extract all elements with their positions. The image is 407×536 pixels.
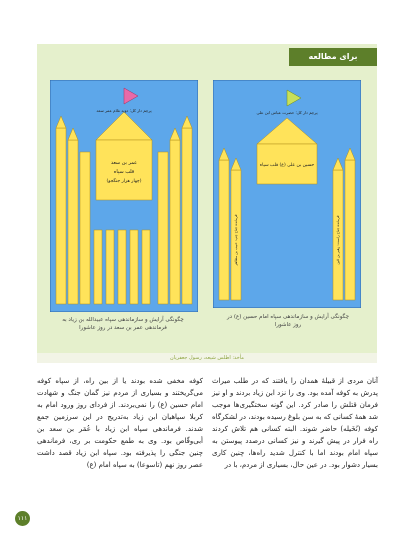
left-diagram-caption: چگونگی آرایش و سازماندهی سپاه عبیدالله بن زیاد به فرماندهی عمر بن سعد در روز عاشورا <box>62 317 184 332</box>
right-column-text: آنان مردی از قبیلهٔ همدان را یافتند که در طلب میراث پدرش به کوفه آمده بود. وی را نزد ابن زیاد بردند و او نیز فرمان قتلش را صادر کرد. این گونه سختگیری‌ها موجب شد همهٔ کسانی که به سن بلوغ رسیده بودند، در لشکرگاه کوفه (نُخَیله) حاضر شوند. البته کسانی هم تلاش کردند راه فرار در پیش گیرند و نیز کسانی درصدد پیوستن به سپاه امام بودند اما با کنترل شدید راه‌ها، چنین کاری بسیار دشوار بود. در عین حال، بسیاری از مردم، با در <box>212 377 378 469</box>
right-top-label: پرچم دار کل: حضرت عباس ابن علی <box>256 110 318 115</box>
left-center-line3: (چهار هزار جنگجو) <box>106 179 142 184</box>
right-army-diagram <box>213 80 361 308</box>
section-header: برای مطالعه <box>289 48 377 66</box>
left-army-diagram <box>50 80 198 312</box>
right-center-text: حسین بن علی (ع) قلب سپاه <box>259 163 315 168</box>
left-center-line2: قلب سپاه <box>113 169 135 175</box>
right-left-wing-label: فرمانده جناح چپ: حبیب بن مظاهر <box>234 214 238 266</box>
page-number: ۱۱۱ <box>15 511 30 526</box>
left-top-label: پرچم دار کل: دوید غلام عمر سعد <box>96 108 152 113</box>
source-credit: مأخذ: اطلس شیعه، رسول جعفریان <box>37 353 377 363</box>
right-right-wing-label: فرمانده جناح راست: زهیر بن قین <box>336 215 340 265</box>
left-center-line1: عمر بن سعد <box>110 160 138 166</box>
left-column-text: کوفه مخفی شده بودند یا از بین راه، از سپاه کوفه می‌گریختند و بسیاری از مردم نیز گمان جنگ و شهادت امام حسین (ع) را نمی‌بردند. از فردای روز ورود امام به کربلا سپاهیان ابن زیاد به‌تدریج در این سرزمین جمع شدند. فرماندهی سپاه ابن زیاد با عُمَر بن سعد بن أبی‌وقّاص بود. وی به طمع حکومت بر ری، فرماندهی چنین جنگی را پذیرفته بود. سپاه ابن زیاد قصد داشت عصر روز نهم (تاسوعا) به سپاه امام (ع) <box>37 377 203 469</box>
right-diagram-caption: چگونگی آرایش و سازماندهی سپاه امام حسین (ع) در روز عاشورا <box>226 314 349 329</box>
